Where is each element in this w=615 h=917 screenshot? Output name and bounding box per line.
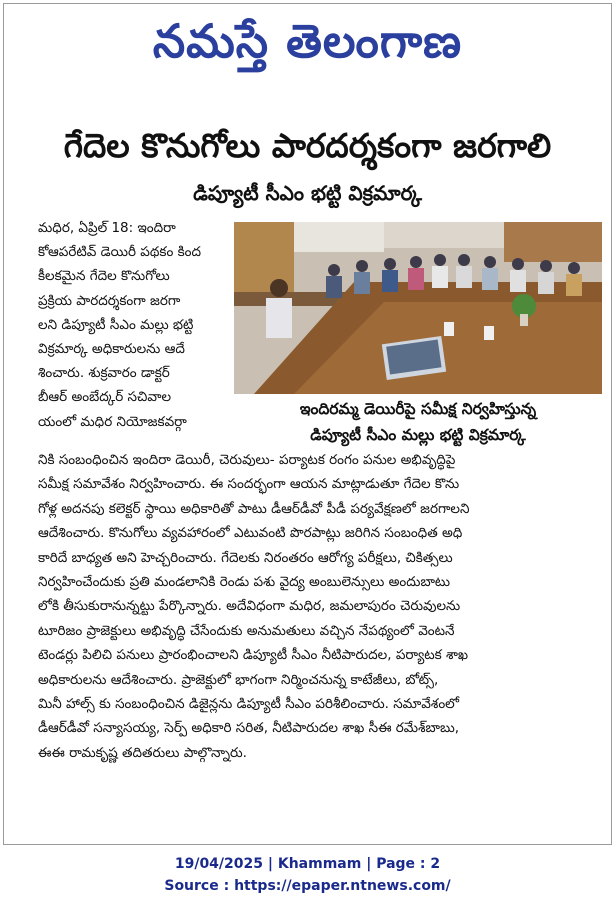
body-line: ఆదేశించారు. కొనుగోలు వ్యవహారంలో ఎటువంటి పొరపాట్లు జరిగిన సంబంధిత అధి [38,525,463,542]
body-line: అధికారులను ఆదేశించారు. ప్రాజెక్టులో భాగంగా నిర్మించనున్న కాటేజీలు, బోట్స్, [38,671,439,688]
masthead-title: నమస్తే తెలంగాణ [152,14,463,68]
body-line: ప్రక్రియ పారదర్శకంగా జరగా [38,292,181,309]
caption-line: డిప్యూటీ సీఎం మల్లు భట్టి విక్రమార్క [310,426,526,444]
body-line: నిర్వహించేందుకు ప్రతి మండలానికి రెండు పశు వైద్య అంబులెన్సులు అందుబాటు [38,573,451,590]
article-subheadline: డిప్యూటీ సీఎం భట్టి విక్రమార్క [193,181,422,205]
body-line: సమీక్ష సమావేశం నిర్వహించారు. ఈ సందర్భంగా ఆయన మాట్లాడుతూ గేదెల కొను [38,476,460,493]
body-line: శించారు. శుక్రవారం డాక్టర్ [38,365,170,382]
masthead [4,10,611,72]
caption-line: ఇందిరమ్మ డెయిరీపై సమీక్ష నిర్వహిస్తున్న [299,400,537,418]
article-body-column [38,216,232,434]
body-line: డీఆర్‌డీవో సన్యాసయ్య, సెర్ప్ అధికారి సరిత, నీటిపారుదల శాఖ సీఈ రమేశ్‌బాబు, [38,720,460,737]
body-line: కారిదే బాధ్యత అని హెచ్చరించారు. గేదెలకు నిరంతరం ఆరోగ్య పరీక్షలు, చికిత్సలు [38,549,453,566]
article-body-wide [38,448,598,765]
newspaper-clipping [3,3,612,845]
body-line: లని డిప్యూటీ సీఎం మల్లు భట్టి [38,316,194,333]
photo-caption [234,396,602,450]
meeting-photo [234,222,602,394]
body-line: మధిర, ఏప్రిల్ 18: ఇందిరా [38,220,176,236]
body-line: బీఆర్ అంబేద్కర్ సచివాల [38,389,172,406]
clipping-footer [0,853,615,897]
body-line: మినీ హాల్స్ కు సంబంధించిన డిజైన్లను డిప్యూటీ సీఎం పరిశీలించారు. సమావేశంలో [38,695,460,712]
body-line: ఈఈ రామకృష్ణ తదితరులు పాల్గొన్నారు. [38,744,247,761]
body-line: యంలో మధిర నియోజకవర్గా [38,413,187,430]
body-line: కోఆపరేటివ్ డెయిరీ పథకం కింద [38,244,202,261]
body-line: విక్రమార్క అధికారులను ఆదే [38,340,185,357]
body-line: నికి సంబంధించిన ఇందిరా డెయిరీ, చెరువులు- పర్యాటక రంగం పనుల అభివృద్ధిపై [38,452,456,468]
body-line: టెండర్లు పిలిచి పనులు ప్రారంభించాలని డిప్యూటీ సీఎం నీటిపారుదల, పర్యాటక శాఖ [38,647,469,664]
article-headline: గేదెల కొనుగోలు పారదర్శకంగా జరగాలి [63,126,552,165]
body-line: లోకి తీసుకురానున్నట్టు పేర్కొన్నారు. అదేవిధంగా మధిర, జమలాపురం చెరువులను [38,598,461,615]
body-line: గోళ్ల అదనపు కలెక్టర్ స్థాయి అధికారితో పాటు డీఆర్‌డీవో పీడీ పర్యవేక్షణలో జరగాలని [38,500,470,517]
edition-info: 19/04/2025 | Khammam | Page : 2 [174,856,441,872]
body-line: కీలకమైన గేదెల కొనుగోలు [38,268,170,285]
source-link[interactable]: Source : https://epaper.ntnews.com/ [164,878,451,894]
body-line: టూరిజం ప్రాజెక్టులు అభివృద్ధి చేసేందుకు అనుమతులు వచ్చిన నేపథ్యంలో వెంటనే [38,622,455,639]
